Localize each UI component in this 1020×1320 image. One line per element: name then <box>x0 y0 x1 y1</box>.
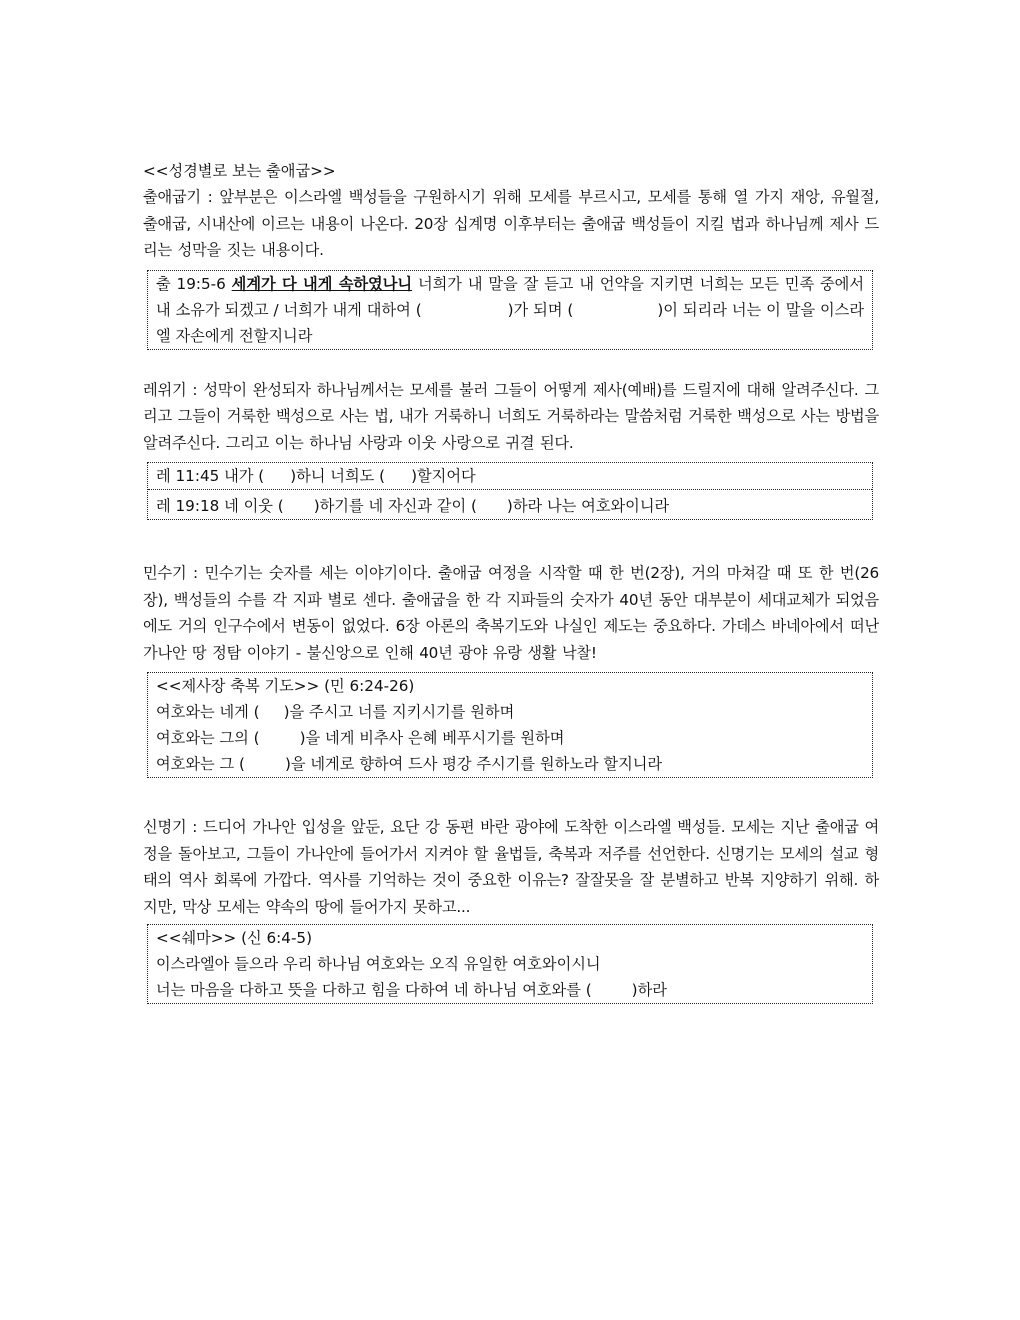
verse-text: )하라 나는 여호와이니라 <box>506 497 670 515</box>
leviticus-verse-box <box>147 462 873 520</box>
verse-text: )을 네게 비추사 은혜 베푸시기를 원하며 <box>299 729 565 747</box>
verse-text: 레 11:45 내가 ( <box>156 467 265 485</box>
verse-text: 여호와는 네게 ( <box>156 703 260 721</box>
verse-text: 여호와는 그의 ( <box>156 729 260 747</box>
verse-text: )할지어다 <box>411 467 476 485</box>
verse-text: 너는 마음을 다하고 뜻을 다하고 힘을 다하여 네 하나님 여호와를 ( <box>156 981 592 999</box>
blessing-box <box>147 672 873 778</box>
shema-line: 이스라엘아 들으라 우리 하나님 여호와는 오직 유일한 여호와이시니 <box>156 955 601 973</box>
verse-text: )이 되리라 너는 이 말을 이스라엘 자손에게 전할지니라 <box>156 300 864 345</box>
verse-text: )하니 너희도 ( <box>290 467 386 485</box>
verse-text: )하기를 네 자신과 같이 ( <box>313 497 477 515</box>
verse-text: 너희가 내 말을 잘 듣고 내 언약을 지키면 너희는 모든 민족 중에서 내 소유가 되겠고 / 너희가 내게 대하여 ( <box>156 274 864 319</box>
verse-text: 레 19:18 네 이웃 ( <box>156 497 284 515</box>
deuteronomy-paragraph: 신명기 : 드디어 가나안 입성을 앞둔, 요단 강 동편 바란 광야에 도착한 이스라엘 백성들. 모세는 지난 출애굽 여정을 돌아보고, 그들이 가나안에 들어가서 지켜야 할 율법들, 축복과 저주를 선언한다. 신명기는 모세의 설교 형태의 역사 회록에 가깝다. 역사를 기억하는 것이 중요한 이유는? 잘잘못을 잘 분별하고 반복 지양하기 위해. 하지만, 막상 모세는 약속의 땅에 들어가지 못하고... <box>143 818 879 916</box>
verse-text: )하라 <box>631 981 667 999</box>
leviticus-verse-row <box>148 489 872 519</box>
exodus-paragraph: 출애굽기 : 앞부분은 이스라엘 백성들을 구원하시기 위해 모세를 부르시고, 모세를 통해 열 가지 재앙, 유월절, 출애굽, 시내산에 이르는 내용이 나온다. 20장 십계명 이후부터는 출애굽 백성들이 지킬 법과 하나님께 제사 드리는 성막을 짓는 내용이다. <box>143 188 879 259</box>
leviticus-paragraph: 레위기 : 성막이 완성되자 하나님께서는 모세를 불러 그들이 어떻게 제사(예배)를 드릴지에 대해 알려주신다. 그리고 그들이 거룩한 백성으로 사는 법, 내가 거룩하니 너희도 거룩하라는 말씀처럼 거룩한 백성으로 사는 방법을 알려주신다. 그리고 이는 하나님 사랑과 이웃 사랑으로 귀결 된다. <box>143 380 879 452</box>
document-page <box>143 158 879 1004</box>
blessing-line <box>148 725 872 751</box>
verse-text: 여호와는 그 ( <box>156 755 245 773</box>
numbers-paragraph: 민수기 : 민수기는 숫자를 세는 이야기이다. 출애굽 여정을 시작할 때 한 번(2장), 거의 마쳐갈 때 또 한 번(26장), 백성들의 수를 각 지파 별로 센다. 출애굽을 한 각 지파들의 숫자가 40년 동안 대부분이 세대교체가 되었음에도 거의 인구수에서 변동이 없었다. 6장 아론의 축복기도와 나실인 제도는 중요하다. 가데스 바네아에서 떠난 가나안 땅 정탐 이야기 - 불신앙으로 인해 40년 광야 유랑 생활 낙찰! <box>143 564 879 662</box>
leviticus-verse-row <box>148 463 872 489</box>
shema-box <box>147 924 873 1004</box>
verse-text: )을 네게로 향하여 드사 평강 주시기를 원하노라 할지니라 <box>284 755 663 773</box>
blessing-line <box>148 751 872 777</box>
verse-text: )가 되며 ( <box>507 300 574 319</box>
blessing-line <box>148 699 872 725</box>
verse-underlined: 세계가 다 내게 속하였나니 <box>231 274 413 293</box>
verse-text: )을 주시고 너를 지키시기를 원하며 <box>283 703 515 721</box>
blessing-title: <<제사장 축복 기도>> (민 6:24-26) <box>156 677 415 695</box>
document-title: <<성경별로 보는 출애굽>> <box>143 162 336 180</box>
exodus-verse-box <box>147 270 873 350</box>
shema-title: <<쉐마>> (신 6:4-5) <box>156 929 313 947</box>
shema-line <box>148 977 872 1003</box>
verse-ref: 출 19:5-6 <box>156 274 226 293</box>
exodus-verse <box>148 271 872 349</box>
